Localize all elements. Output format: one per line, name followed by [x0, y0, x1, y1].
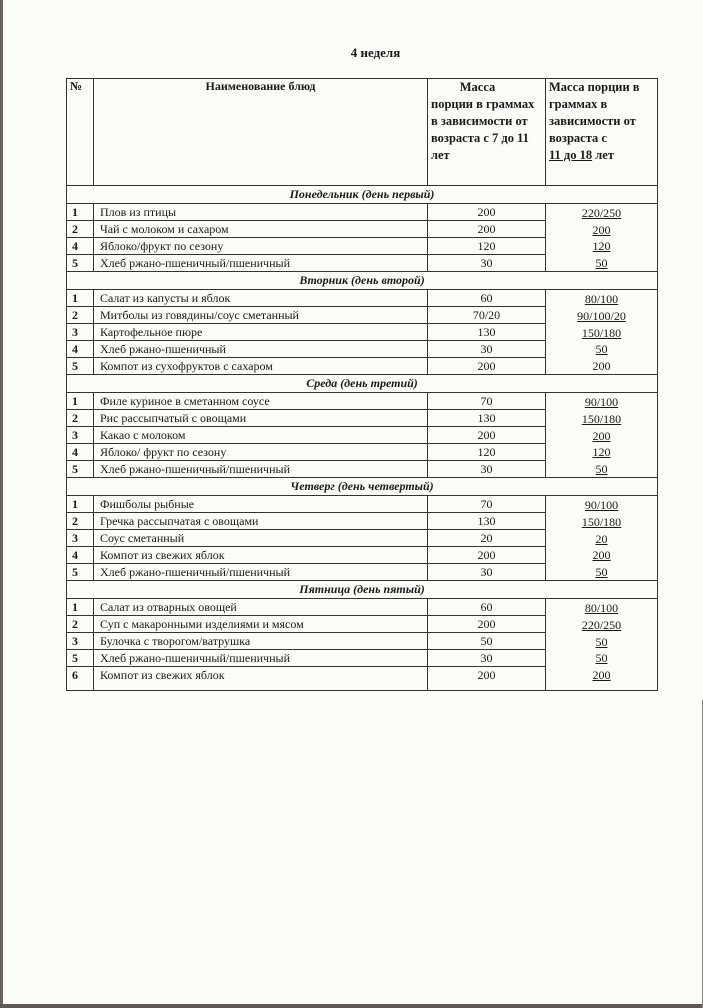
mass-11-18-cell	[546, 393, 658, 478]
mass-7-11: 130	[428, 410, 546, 427]
header-mass-11-18-line1: Масса порции в граммах в зависимости от возраста с	[549, 80, 640, 145]
dish-name: Хлеб ржано-пшеничный/пшеничный	[94, 255, 428, 272]
dish-name: Рис рассыпчатый с овощами	[94, 410, 428, 427]
mass-11-18-cell	[546, 496, 658, 581]
mass-7-11: 30	[428, 650, 546, 667]
mass-7-11: 200	[428, 616, 546, 633]
table-row	[67, 599, 658, 616]
mass-11-18-value: 200	[592, 548, 611, 563]
mass-7-11: 50	[428, 633, 546, 650]
mass-7-11: 200	[428, 547, 546, 564]
mass-11-18-value: 120	[592, 445, 611, 460]
mass-7-11: 20	[428, 530, 546, 547]
mass-11-18-value: 80/100	[584, 292, 619, 307]
dish-name: Картофельное пюре	[94, 324, 428, 341]
mass-11-18-value: 150/180	[581, 411, 622, 426]
mass-7-11: 130	[428, 513, 546, 530]
dish-name: Фишболы рыбные	[94, 496, 428, 513]
mass-11-18-cell	[546, 599, 658, 691]
dish-number: 2	[67, 221, 94, 238]
mass-7-11: 30	[428, 255, 546, 272]
header-mass-7-11-line1: Масса	[459, 80, 496, 94]
table-row	[67, 393, 658, 410]
mass-11-18-value: 220/250	[581, 206, 622, 220]
dish-number: 2	[67, 513, 94, 530]
day-row	[67, 478, 658, 496]
table-header-row	[67, 79, 658, 186]
dish-number: 2	[67, 616, 94, 633]
mass-11-18-value: 90/100	[584, 395, 619, 410]
mass-11-18-value: 50	[595, 255, 608, 270]
dish-number: 4	[67, 238, 94, 255]
paper-edge	[0, 0, 3, 1008]
dish-number: 3	[67, 324, 94, 341]
header-mass-7-11	[428, 79, 546, 186]
dish-name: Митболы из говядины/соус сметанный	[94, 307, 428, 324]
mass-7-11: 30	[428, 564, 546, 581]
mass-11-18-value: 200	[592, 667, 611, 682]
mass-11-18-value: 50	[595, 564, 608, 579]
mass-11-18-value: 50	[595, 342, 608, 357]
dish-name: Гречка рассыпчатая с овощами	[94, 513, 428, 530]
day-label: Понедельник (день первый)	[67, 186, 658, 204]
mass-7-11: 70	[428, 496, 546, 513]
dish-number: 3	[67, 427, 94, 444]
mass-7-11: 60	[428, 599, 546, 616]
dish-name: Компот из свежих яблок	[94, 547, 428, 564]
day-label: Среда (день третий)	[67, 375, 658, 393]
dish-name: Компот из свежих яблок	[94, 667, 428, 691]
dish-number: 1	[67, 393, 94, 410]
dish-number: 2	[67, 307, 94, 324]
dish-number: 5	[67, 564, 94, 581]
mass-7-11: 60	[428, 290, 546, 307]
mass-11-18-value: 150/180	[581, 514, 622, 529]
dish-number: 3	[67, 530, 94, 547]
dish-name: Плов из птицы	[94, 204, 428, 221]
day-label: Пятница (день пятый)	[67, 581, 658, 599]
mass-11-18-value: 90/100/20	[577, 308, 626, 323]
dish-name: Какао с молоком	[94, 427, 428, 444]
dish-name: Компот из сухофруктов с сахаром	[94, 358, 428, 375]
mass-11-18-value: 200	[592, 358, 611, 373]
mass-11-18-value: 150/180	[581, 325, 622, 340]
dish-name: Салат из капусты и яблок	[94, 290, 428, 307]
table-row	[67, 496, 658, 513]
dish-number: 5	[67, 650, 94, 667]
mass-7-11: 200	[428, 667, 546, 691]
page-title: 4 неделя	[350, 45, 401, 60]
mass-11-18-cell	[546, 204, 658, 272]
dish-number: 2	[67, 410, 94, 427]
dish-number: 1	[67, 290, 94, 307]
dish-name: Суп с макаронными изделиями и мясом	[94, 616, 428, 633]
mass-11-18-value: 200	[592, 428, 611, 443]
dish-name: Яблоко/фрукт по сезону	[94, 238, 428, 255]
mass-11-18-cell	[546, 290, 658, 375]
mass-7-11: 70	[428, 393, 546, 410]
dish-number: 1	[67, 204, 94, 221]
mass-11-18-value: 80/100	[584, 601, 619, 616]
mass-7-11: 200	[428, 221, 546, 238]
dish-name: Чай с молоком и сахаром	[94, 221, 428, 238]
day-row	[67, 375, 658, 393]
mass-7-11: 200	[428, 358, 546, 375]
day-row	[67, 581, 658, 599]
dish-name: Филе куриное в сметанном соусе	[94, 393, 428, 410]
dish-name: Хлеб ржано-пшеничный	[94, 341, 428, 358]
day-label: Вторник (день второй)	[67, 272, 658, 290]
mass-11-18-value: 50	[595, 651, 608, 666]
mass-11-18-value: 20	[595, 531, 608, 546]
dish-number: 6	[67, 667, 94, 691]
dish-number: 1	[67, 599, 94, 616]
dish-number: 4	[67, 341, 94, 358]
header-mass-7-11-rest: порции в граммах в зависимости от возраста с 7 до 11 лет	[431, 97, 535, 162]
mass-7-11: 120	[428, 238, 546, 255]
menu-table	[66, 78, 658, 691]
menu-body	[67, 186, 658, 691]
header-dish-name: Наименование блюд	[94, 79, 428, 186]
dish-name: Соус сметанный	[94, 530, 428, 547]
mass-7-11: 200	[428, 204, 546, 221]
dish-number: 1	[67, 496, 94, 513]
dish-number: 5	[67, 461, 94, 478]
mass-7-11: 120	[428, 444, 546, 461]
dish-name: Хлеб ржано-пшеничный/пшеничный	[94, 564, 428, 581]
dish-name: Хлеб ржано-пшеничный/пшеничный	[94, 461, 428, 478]
header-mass-11-18-tail: лет	[592, 148, 614, 162]
dish-number: 4	[67, 547, 94, 564]
dish-number: 4	[67, 444, 94, 461]
table-row	[67, 290, 658, 307]
paper-edge	[0, 1004, 703, 1008]
dish-number: 5	[67, 358, 94, 375]
day-label: Четверг (день четвертый)	[67, 478, 658, 496]
dish-number: 5	[67, 255, 94, 272]
dish-name: Булочка с творогом/ватрушка	[94, 633, 428, 650]
mass-11-18-value: 50	[595, 461, 608, 476]
mass-11-18-value: 50	[595, 634, 608, 649]
mass-7-11: 30	[428, 341, 546, 358]
mass-11-18-value: 200	[592, 222, 611, 237]
day-row	[67, 272, 658, 290]
mass-11-18-value: 90/100	[584, 498, 619, 513]
header-mass-11-18	[546, 79, 658, 186]
header-mass-11-18-underlined: 11 до 18	[549, 148, 593, 162]
header-number: №	[67, 79, 94, 186]
day-row	[67, 186, 658, 204]
dish-number: 3	[67, 633, 94, 650]
mass-7-11: 200	[428, 427, 546, 444]
dish-name: Яблоко/ фрукт по сезону	[94, 444, 428, 461]
dish-name: Салат из отварных овощей	[94, 599, 428, 616]
mass-11-18-value: 120	[592, 239, 611, 254]
mass-11-18-value: 220/250	[581, 617, 622, 632]
table-row	[67, 204, 658, 221]
mass-7-11: 30	[428, 461, 546, 478]
dish-name: Хлеб ржано-пшеничный/пшеничный	[94, 650, 428, 667]
mass-7-11: 130	[428, 324, 546, 341]
mass-7-11: 70/20	[428, 307, 546, 324]
